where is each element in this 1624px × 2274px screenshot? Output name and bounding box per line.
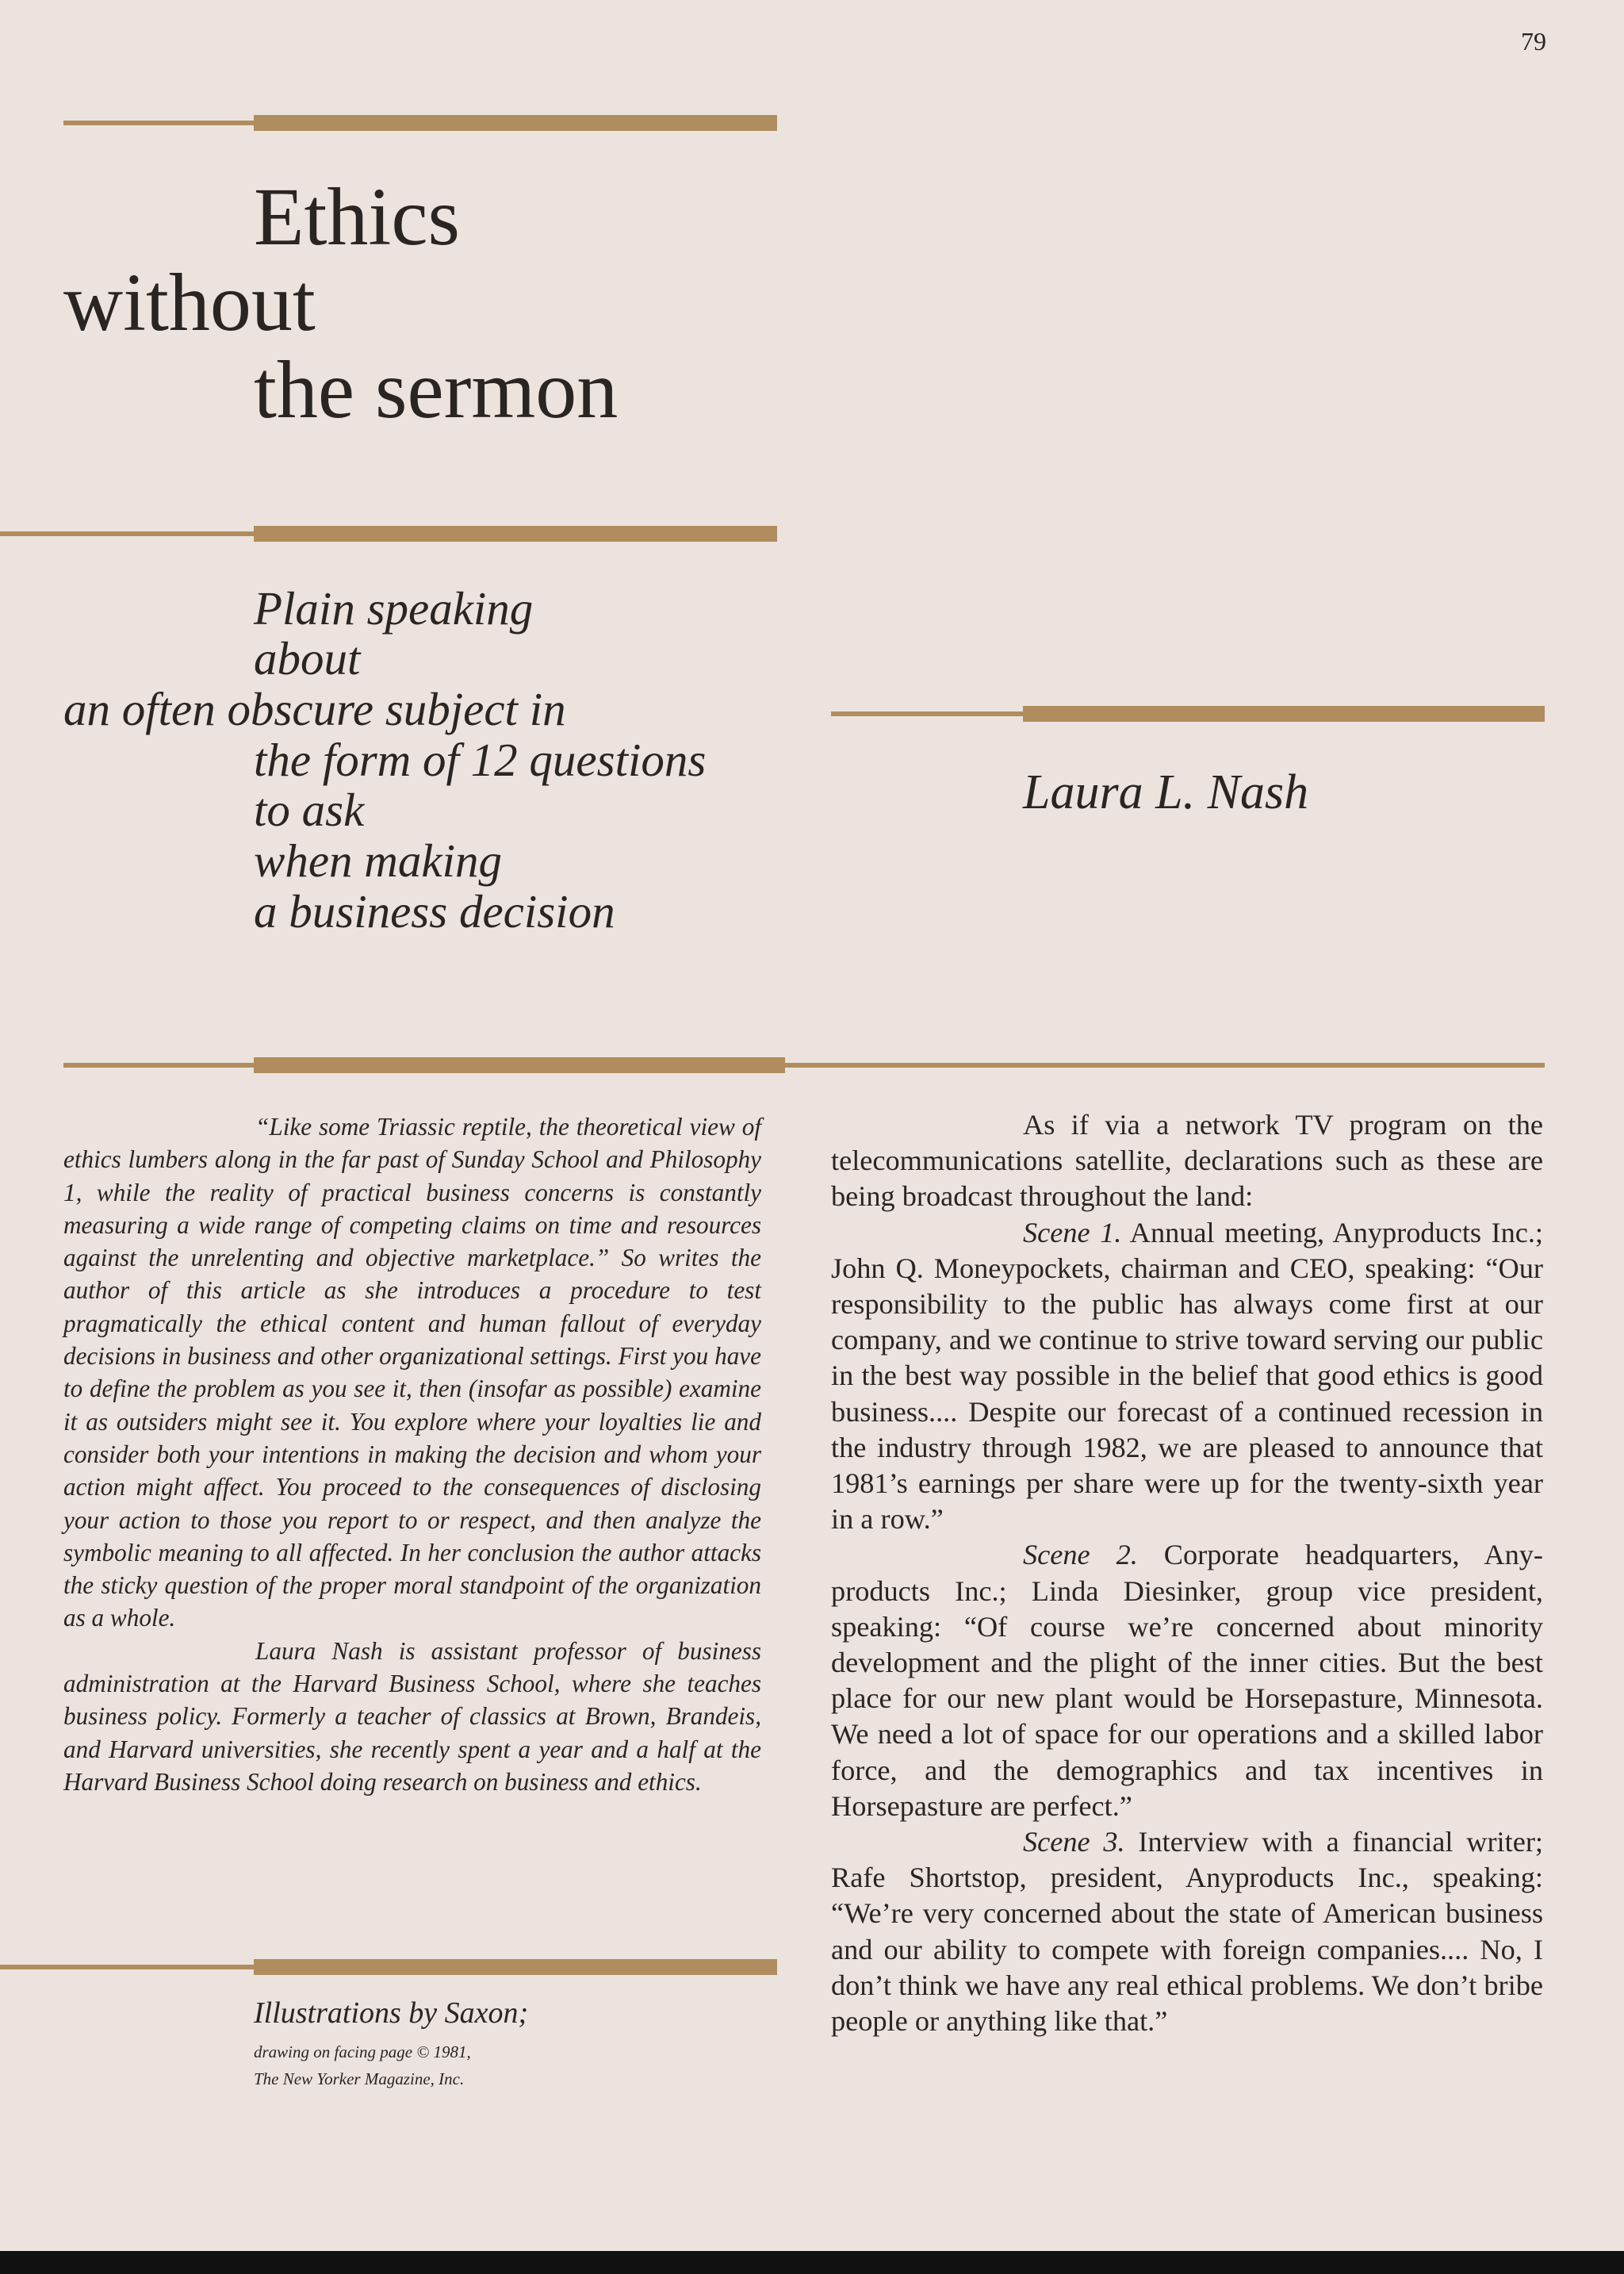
deck-line: Plain speaking xyxy=(254,582,534,635)
section-rule xyxy=(63,1057,1545,1073)
page-number: 79 xyxy=(1521,27,1546,56)
title-line-1: Ethics xyxy=(254,171,460,263)
scene-3-text: Interview with a financial writer; Rafe Shortstop, president, Anyproducts Inc., speaking: “We’re very concerned about the state of American business and our ability to compete with foreign companies.... No, I don’t think we have any real ethical problems. We don’t bribe people or anything like that.” xyxy=(831,1826,1543,2038)
title-top-rule xyxy=(63,115,777,131)
title-line-3: the sermon xyxy=(254,344,619,435)
author-bio: Laura Nash is assistant professor of business administration at the Harvard Business School, where she teaches business policy. Formerly a teacher of classics at Brown, Brandeis, and Harvard universities, she recently spent a year and a half at the Harvard Business School doing research on business and ethics. xyxy=(63,1636,761,1796)
deck-line: an often obscure subject in xyxy=(63,683,566,735)
scene-3-label: Scene 3. xyxy=(1023,1826,1125,1858)
deck-line: a business decision xyxy=(254,885,615,938)
illustrations-credit: Illustrations by Saxon; xyxy=(254,1996,529,2030)
intro-paragraph: As if via a network TV program on the telecommunications satellite, declarations such as these are being broadcast throughout the land: xyxy=(831,1109,1543,1213)
deck-line: about xyxy=(254,632,361,685)
title-line-2: without xyxy=(63,257,316,348)
scene-2-paragraph xyxy=(831,1537,1543,1824)
abstract xyxy=(63,1110,761,1798)
illustration-credits xyxy=(254,1996,528,2092)
body-column xyxy=(831,1107,1543,2039)
author-name: Laura L. Nash xyxy=(1023,765,1309,819)
scene-2-text: Corporate headquarters, Anyproducts Inc.; Linda Diesinker, group vice president, speaking: “Of course we’re concerned about minority development and the plight of the inner cities. But the best place for our new plant would be Horsepasture, Minnesota. We need a lot of space for our operations and a skilled labor force, and the demographics and tax incentives in Horsepasture are perfect.” xyxy=(831,1539,1543,1822)
deck-line: to ask xyxy=(254,784,365,836)
scene-1-paragraph xyxy=(831,1215,1543,1538)
deck-line: the form of 12 questions xyxy=(254,734,707,786)
deck-line: when making xyxy=(254,834,502,887)
scene-3-paragraph xyxy=(831,1824,1543,2039)
author-rule xyxy=(831,706,1545,722)
scene-2-label: Scene 2. xyxy=(1023,1539,1138,1571)
magazine-credit: The New Yorker Magazine, Inc. xyxy=(254,2069,465,2088)
drawing-credit: drawing on facing page © 1981, xyxy=(254,2042,471,2061)
scan-bottom-edge xyxy=(0,2251,1624,2274)
abstract-paragraph: “Like some Triassic reptile, the theoretical view of ethics lumbers along in the far past of Sunday School and Philosophy 1, while the reality of practical business concerns is constantly measuring a wide range of competing claims on time and resources against the unrelenting and objective marketplace.” So writes the author of this article as she introduces a procedure to test pragmatically the ethical content and human fallout of everyday decisions in business and other organizational settings. First you have to define the problem as you see it, then (insofar as possible) examine it as outsiders might see it. You explore where your loyalties lie and consider both your intentions in making the decision and whom your action might affect. You proceed to the consequences of disclosing your action to those you report to or respect, and then analyze the symbolic meaning to all affected. In her conclusion the author attacks the sticky question of the proper moral standpoint of the organization as a whole. xyxy=(63,1113,761,1632)
title-bottom-rule xyxy=(0,526,777,542)
scene-1-text: Annual meeting, Anyproducts Inc.; John Q. Moneypockets, chairman and CEO, speaking: “Our responsibility to the public has always come first at our company, and we continue to strive toward serving our public in the best way possible in the belief that good ethics is good business.... Despite our forecast of a continued recession in the industry through 1982, we are pleased to announce that 1981’s earnings per share were up for the twenty-sixth year in a row.” xyxy=(831,1216,1543,1536)
scene-1-label: Scene 1. xyxy=(1023,1216,1122,1248)
credits-rule xyxy=(0,1959,777,1975)
copyright-credit xyxy=(254,2038,528,2092)
